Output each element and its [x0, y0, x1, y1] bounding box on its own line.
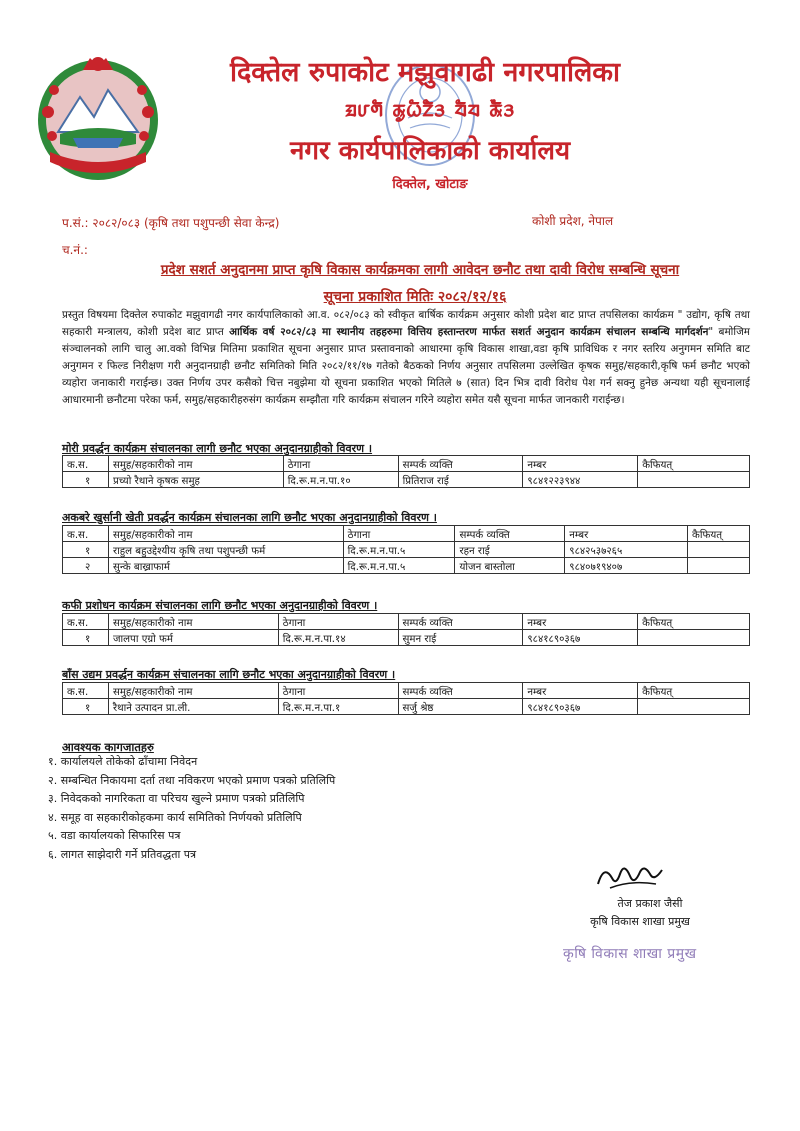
list-item: ५. वडा कार्यालयको सिफारिस पत्र: [48, 829, 181, 843]
column-header: सम्पर्क व्यक्ति: [455, 526, 565, 542]
designation-stamp: कृषि विकास शाखा प्रमुख: [563, 946, 697, 962]
office-location: दिक्तेल, खोटाङ: [392, 177, 468, 192]
section-heading: बाँस उद्यम प्रवर्द्धन कार्यक्रम संचालनका लागि छनौट भएका अनुदानग्राहीको विवरण ।: [62, 668, 396, 681]
table-cell: ९८४०७१९४०७: [565, 558, 688, 574]
table-cell: दि.रू.म.न.पा.१: [278, 699, 398, 715]
table-cell: ९८४२५३७२६५: [565, 542, 688, 558]
nepal-emblem-logo: [28, 52, 168, 187]
table-cell: रहन राई: [455, 542, 565, 558]
column-header: नम्बर: [523, 456, 638, 472]
table-cell: प्रच्यो रैथाने कृषक समुह: [108, 472, 283, 488]
column-header: ठेगाना: [283, 456, 398, 472]
column-header: ठेगाना: [278, 614, 398, 630]
column-header: कैफियत्: [638, 614, 750, 630]
section-heading: अकबरे खुर्सानी खेती प्रवर्द्धन कार्यक्रम संचालनका लागि छनौट भएका अनुदानग्राहीको विवरण ।: [62, 511, 437, 524]
required-documents-heading: आवश्यक कागजातहरु: [62, 740, 154, 754]
table-cell: [638, 699, 750, 715]
required-documents-list: [48, 753, 335, 865]
notice-body: [62, 307, 750, 410]
table-cell: प्रितिराज राई: [398, 472, 523, 488]
table-header-row: [63, 614, 750, 630]
table-header-row: [63, 526, 750, 542]
list-item: ४. समूह वा सहकारीकोहकमा कार्य समितिको निर्णयको प्रतिलिपि: [48, 810, 302, 824]
table-header-row: [63, 683, 750, 699]
table-row: [63, 542, 750, 558]
municipality-name: दिक्तेल रुपाकोट मझुवागढी नगरपालिका: [229, 57, 621, 88]
table-cell: १: [63, 630, 109, 646]
table-cell: ९८४१८९०३६७: [523, 630, 638, 646]
column-header: ठेगाना: [343, 526, 455, 542]
table-cell: दि.रू.म.न.पा.१०: [283, 472, 398, 488]
grantee-table: [62, 525, 750, 574]
table-cell: १: [63, 542, 109, 558]
column-header: समुह/सहकारीको नाम: [108, 456, 283, 472]
table-row: [63, 558, 750, 574]
municipality-name-native-script: ᤀᤙᤛᤠ ᤊᤢᤐᤠᤁᤧᤠᤋ ᤔᤠᤔ ᤊᤧᤠᤋ: [345, 96, 515, 122]
column-header: नम्बर: [523, 683, 638, 699]
notice-title: प्रदेश सशर्त अनुदानमा प्राप्त कृषि विकास कार्यक्रमका लागी आवेदन छनौट तथा दावी विरोध सम्बन्धि सूचना: [160, 262, 680, 278]
signatory-name: तेज प्रकाश जैसी: [617, 897, 683, 910]
reference-number: प.सं.: २०८२/०८३ (कृषि तथा पशुपन्छी सेवा केन्द्र): [62, 216, 280, 230]
table-cell: जालपा एग्रो फर्म: [108, 630, 278, 646]
column-header: सम्पर्क व्यक्ति: [398, 614, 523, 630]
grantee-table: [62, 682, 750, 715]
column-header: समुह/सहकारीको नाम: [108, 683, 278, 699]
table-cell: ९८४१८९०३६७: [523, 699, 638, 715]
column-header: समुह/सहकारीको नाम: [108, 526, 343, 542]
table-cell: राहुल बहुउद्देश्यीय कृषि तथा पशुपन्छी फर्म: [108, 542, 343, 558]
table-cell: योजन बास्तोला: [455, 558, 565, 574]
table-cell: ९८४१२२३९४४: [523, 472, 638, 488]
column-header: कैफियत्: [638, 683, 750, 699]
table-cell: २: [63, 558, 109, 574]
table-cell: सुमन राई: [398, 630, 523, 646]
publication-date: सूचना प्रकाशित मितिः २०८२/१२/१६: [323, 289, 507, 305]
column-header: नम्बर: [523, 614, 638, 630]
table-row: [63, 630, 750, 646]
table-cell: सर्जु श्रेष्ठ: [398, 699, 523, 715]
column-header: क.स.: [63, 526, 109, 542]
table-cell: [688, 542, 750, 558]
table-cell: १: [63, 472, 109, 488]
section-heading: मोरी प्रवर्द्धन कार्यक्रम संचालनका लागी छनौट भएका अनुदानग्राहीको विवरण ।: [62, 442, 373, 455]
section-heading: कफी प्रशोधन कार्यक्रम संचालनका लागि छनौट भएका अनुदानग्राहीको विवरण ।: [62, 599, 378, 612]
column-header: क.स.: [63, 683, 109, 699]
table-cell: [638, 630, 750, 646]
table-cell: रैथाने उत्पादन प्रा.ली.: [108, 699, 278, 715]
table-cell: दि.रू.म.न.पा.५: [343, 558, 455, 574]
column-header: क.स.: [63, 614, 109, 630]
column-header: समुह/सहकारीको नाम: [108, 614, 278, 630]
signatory-title: कृषि विकास शाखा प्रमुख: [590, 915, 690, 928]
province-label: कोशी प्रदेश, नेपाल: [532, 214, 614, 228]
notice-body-part-1: प्रस्तुत विषयमा दिक्तेल रुपाकोट मझुवागढी नगर कार्यपालिकाको आ.व. ०८२/०८३ को स्वीकृत बार्षिक कार्यक्रम अनुसार कोशी प्रदेश बाट प्राप्त तपसिलका कार्यक्रम " उद्योग, कृषि तथा सहकारी मन्त्रालय, कोशी प्रदेश बाट प्राप्त: [62, 309, 750, 339]
table-cell: दि.रू.म.न.पा.१४: [278, 630, 398, 646]
notice-body-part-2: " बमोजिम संञ्चालनको लागि चालु आ.वको विभिन्न मितिमा प्रकाशित सूचना अनुसार प्राप्त प्रस्तावनाको आधारमा कृषि विकास शाखा,वडा कृषि प्राविधिक र नगर स्तरिय अनुगमन समिति बाट अनुगमन र फिल्ड निरीक्षण गरी अनुदानग्राही छनौट समितिको मिति २०८२/११/१७ गतेको बैठकको निर्णय अनुसार तपसिलमा उल्लेखित कृषक समुह/सहकारी,कृषि फर्म छनौट भएको व्यहोरा जनाकारी गराईन्छ। उक्त निर्णय उपर कसैको चित्त नबुझेमा यो सूचना प्रकाशित भएको मितिले ७ (सात) दिन भित्र दावी विरोध पेश गर्न सक्नु हुनेछ अन्यथा यही सूचनालाई आधारमानी छनौटमा परेका फर्म, समुह/सहकारीहरुसंग कार्यक्रम सम्झौता गरि कार्यक्रम संचालन गरिने व्यहोरा समेत यसै सूचना मार्फत जानकारी गराईन्छ।: [62, 326, 750, 407]
column-header: क.स.: [63, 456, 109, 472]
dispatch-number: च.नं.:: [62, 243, 88, 257]
column-header: ठेगाना: [278, 683, 398, 699]
office-name: नगर कार्यपालिकाको कार्यालय: [289, 136, 571, 166]
list-item: २. सम्बन्धित निकायमा दर्ता तथा नविकरण भएको प्रमाण पत्रको प्रतिलिपि: [48, 773, 336, 787]
column-header: सम्पर्क व्यक्ति: [398, 683, 523, 699]
grantee-table: [62, 613, 750, 646]
table-row: [63, 699, 750, 715]
column-header: कैफियत्: [688, 526, 750, 542]
list-item: १. कार्यालयले तोकेको ढाँचामा निवेदन: [48, 755, 198, 768]
grantee-table: [62, 455, 750, 488]
column-header: सम्पर्क व्यक्ति: [398, 456, 523, 472]
table-cell: १: [63, 699, 109, 715]
table-cell: [638, 472, 750, 488]
table-header-row: [63, 456, 750, 472]
list-item: ६. लागत साझेदारी गर्ने प्रतिवद्धता पत्र: [48, 847, 197, 861]
table-cell: [688, 558, 750, 574]
column-header: कैफियत्: [638, 456, 750, 472]
table-cell: सुन्के बाख्राफार्म: [108, 558, 343, 574]
list-item: ३. निवेदकको नागरिकता वा परिचय खुल्ने प्रमाण पत्रको प्रतिलिपि: [48, 792, 305, 806]
column-header: नम्बर: [565, 526, 688, 542]
handwritten-signature: [590, 854, 670, 896]
notice-body-bold: आर्थिक वर्ष २०८२/८३ मा स्थानीय तहहरुमा वित्तिय हस्तान्तरण मार्फत सशर्त अनुदान कार्यक्रम संचालन सम्बन्धि मार्गदर्शन: [229, 326, 709, 339]
table-cell: दि.रू.म.न.पा.५: [343, 542, 455, 558]
table-row: [63, 472, 750, 488]
